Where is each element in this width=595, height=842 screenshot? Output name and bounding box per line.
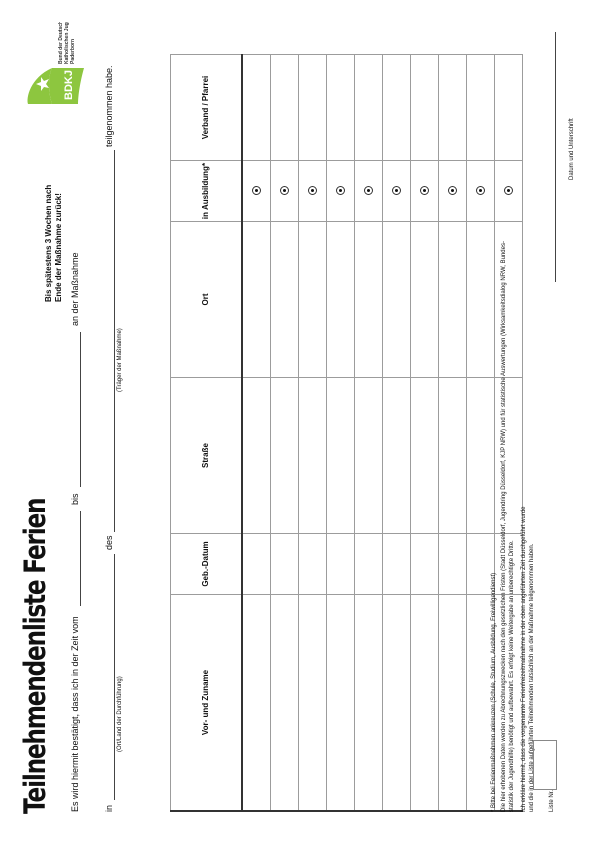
logo-leaf-shape bbox=[28, 68, 52, 104]
cell-in-training[interactable] bbox=[242, 161, 271, 222]
cell-association[interactable] bbox=[242, 55, 271, 161]
cell-association[interactable] bbox=[327, 55, 355, 161]
cell-birthdate[interactable] bbox=[242, 534, 271, 595]
cell-street[interactable] bbox=[439, 378, 467, 534]
in-training-radio[interactable] bbox=[392, 187, 401, 196]
organizer-field[interactable] bbox=[114, 150, 115, 532]
location-field[interactable] bbox=[114, 554, 115, 800]
cell-in-training[interactable] bbox=[383, 161, 411, 222]
table-row bbox=[383, 55, 411, 812]
in-training-radio[interactable] bbox=[252, 187, 261, 196]
cell-association[interactable] bbox=[383, 55, 411, 161]
in-training-radio[interactable] bbox=[504, 187, 513, 196]
col-street: Straße bbox=[171, 378, 243, 534]
cell-birthdate[interactable] bbox=[383, 534, 411, 595]
cell-association[interactable] bbox=[495, 55, 523, 161]
cell-street[interactable] bbox=[495, 378, 523, 534]
bis-label: bis bbox=[70, 493, 80, 505]
deadline-line-2: Ende der Maßnahme zurück! bbox=[54, 193, 63, 302]
cell-street[interactable] bbox=[299, 378, 327, 534]
date-to-field[interactable] bbox=[80, 332, 81, 487]
cell-name[interactable] bbox=[383, 595, 411, 812]
logo-graphic bbox=[22, 22, 92, 112]
cell-association[interactable] bbox=[411, 55, 439, 161]
table-row bbox=[271, 55, 299, 812]
footer-note-2b: statistik der Jugendhilfe) benötigt und aufbewahrt. Es erfolgt keine Weitergabe an unberechtigte Dritte. bbox=[509, 540, 515, 812]
cell-street[interactable] bbox=[383, 378, 411, 534]
table-row bbox=[439, 55, 467, 812]
cell-birthdate[interactable] bbox=[327, 534, 355, 595]
cell-association[interactable] bbox=[355, 55, 383, 161]
participants-table bbox=[170, 54, 523, 812]
cell-association[interactable] bbox=[299, 55, 327, 161]
footer-note-1: * Bitte bei Ferienmaßnahmen ankreuzen (Schule, Studium, Ausbildung, Freiwilligendienst) bbox=[491, 572, 497, 812]
footer-note-2a: Die hier erhobenen Daten werden zu Abrechnungszwecken nach den gesetzlichen Fristen (Stadt Düsseldorf, Jugendring Düsseldorf, KJP NRW) und für statistische Auswertungen (Wirksamkeitsdialog NRW, Bundes- bbox=[501, 241, 507, 812]
confirm-text: Es wird hiermit bestätigt, dass ich in der Zeit vom bbox=[70, 616, 80, 812]
cell-association[interactable] bbox=[271, 55, 299, 161]
col-in-training: in Ausbildung* bbox=[171, 161, 243, 222]
cell-street[interactable] bbox=[411, 378, 439, 534]
table-row bbox=[299, 55, 327, 812]
table-row bbox=[327, 55, 355, 812]
cell-city[interactable] bbox=[439, 222, 467, 378]
an-der-massnahme-label: an der Maßnahme bbox=[70, 252, 80, 326]
signature-line[interactable] bbox=[555, 32, 556, 282]
cell-in-training[interactable] bbox=[439, 161, 467, 222]
cell-birthdate[interactable] bbox=[271, 534, 299, 595]
page-title: Teilnehmendenliste Ferien bbox=[18, 498, 52, 814]
des-label: des bbox=[104, 535, 114, 550]
cell-street[interactable] bbox=[327, 378, 355, 534]
table-row bbox=[355, 55, 383, 812]
cell-city[interactable] bbox=[467, 222, 495, 378]
cell-city[interactable] bbox=[495, 222, 523, 378]
cell-street[interactable] bbox=[271, 378, 299, 534]
cell-city[interactable] bbox=[355, 222, 383, 378]
in-label: in bbox=[104, 804, 114, 812]
cell-name[interactable] bbox=[242, 595, 271, 812]
cell-street[interactable] bbox=[467, 378, 495, 534]
footer-note-3b: und die in der Liste aufgeführten Teilnehmenden tatsächlich an der Maßnahme teilgenommen haben. bbox=[529, 543, 535, 812]
cell-street[interactable] bbox=[242, 378, 271, 534]
table-header-row bbox=[171, 55, 243, 812]
in-training-radio[interactable] bbox=[448, 187, 457, 196]
cell-birthdate[interactable] bbox=[355, 534, 383, 595]
cell-association[interactable] bbox=[439, 55, 467, 161]
in-training-radio[interactable] bbox=[336, 187, 345, 196]
cell-in-training[interactable] bbox=[467, 161, 495, 222]
cell-in-training[interactable] bbox=[495, 161, 523, 222]
col-name: Vor- und Zuname bbox=[171, 595, 243, 812]
table-row bbox=[242, 55, 271, 812]
cell-city[interactable] bbox=[327, 222, 355, 378]
col-birthdate: Geb.-Datum bbox=[171, 534, 243, 595]
logo-text-2: Katholischen Jugend bbox=[64, 22, 70, 64]
cell-birthdate[interactable] bbox=[439, 534, 467, 595]
cell-name[interactable] bbox=[411, 595, 439, 812]
in-training-radio[interactable] bbox=[280, 187, 289, 196]
cell-in-training[interactable] bbox=[411, 161, 439, 222]
cell-name[interactable] bbox=[355, 595, 383, 812]
logo-text-1: Bund der Deutschen bbox=[58, 22, 64, 64]
cell-city[interactable] bbox=[411, 222, 439, 378]
date-from-field[interactable] bbox=[80, 511, 81, 606]
cell-birthdate[interactable] bbox=[299, 534, 327, 595]
cell-birthdate[interactable] bbox=[411, 534, 439, 595]
liste-nr-label: Liste Nr. bbox=[549, 789, 555, 812]
col-city: Ort bbox=[171, 222, 243, 378]
footer-note-3a: Ich erkläre hiermit, dass die vorgenannte Ferienfreizeitmaßnahme in der oben angeführten Zeit durchgeführt wurde bbox=[521, 506, 527, 812]
table-row bbox=[411, 55, 439, 812]
logo-text-3: Paderborn bbox=[70, 38, 76, 64]
deadline-line-1: Bis spätestens 3 Wochen nach bbox=[44, 184, 53, 302]
cell-city[interactable] bbox=[383, 222, 411, 378]
traeger-caption: (Träger der Maßnahme) bbox=[117, 328, 123, 392]
cell-name[interactable] bbox=[299, 595, 327, 812]
cell-city[interactable] bbox=[271, 222, 299, 378]
signature-label: Datum und Unterschrift bbox=[569, 118, 575, 180]
cell-name[interactable] bbox=[327, 595, 355, 812]
cell-name[interactable] bbox=[439, 595, 467, 812]
deadline-note bbox=[44, 185, 64, 302]
in-training-radio[interactable] bbox=[364, 187, 373, 196]
cell-in-training[interactable] bbox=[271, 161, 299, 222]
liste-nr-box[interactable] bbox=[533, 740, 557, 790]
bdkj-logo bbox=[22, 22, 92, 112]
cell-association[interactable] bbox=[467, 55, 495, 161]
cell-in-training[interactable] bbox=[327, 161, 355, 222]
cell-name[interactable] bbox=[271, 595, 299, 812]
logo-acronym: BDKJ bbox=[63, 70, 75, 100]
col-association: Verband / Pfarrei bbox=[171, 55, 243, 161]
in-training-radio[interactable] bbox=[476, 187, 485, 196]
cell-city[interactable] bbox=[299, 222, 327, 378]
cell-in-training[interactable] bbox=[299, 161, 327, 222]
ort-land-caption: (Ort/Land der Durchführung) bbox=[117, 676, 123, 752]
cell-city[interactable] bbox=[242, 222, 271, 378]
teilgenommen-label: teilgenommen habe. bbox=[104, 65, 114, 147]
table-body bbox=[242, 55, 523, 812]
in-training-radio[interactable] bbox=[420, 187, 429, 196]
cell-in-training[interactable] bbox=[355, 161, 383, 222]
cell-street[interactable] bbox=[355, 378, 383, 534]
in-training-radio[interactable] bbox=[308, 187, 317, 196]
